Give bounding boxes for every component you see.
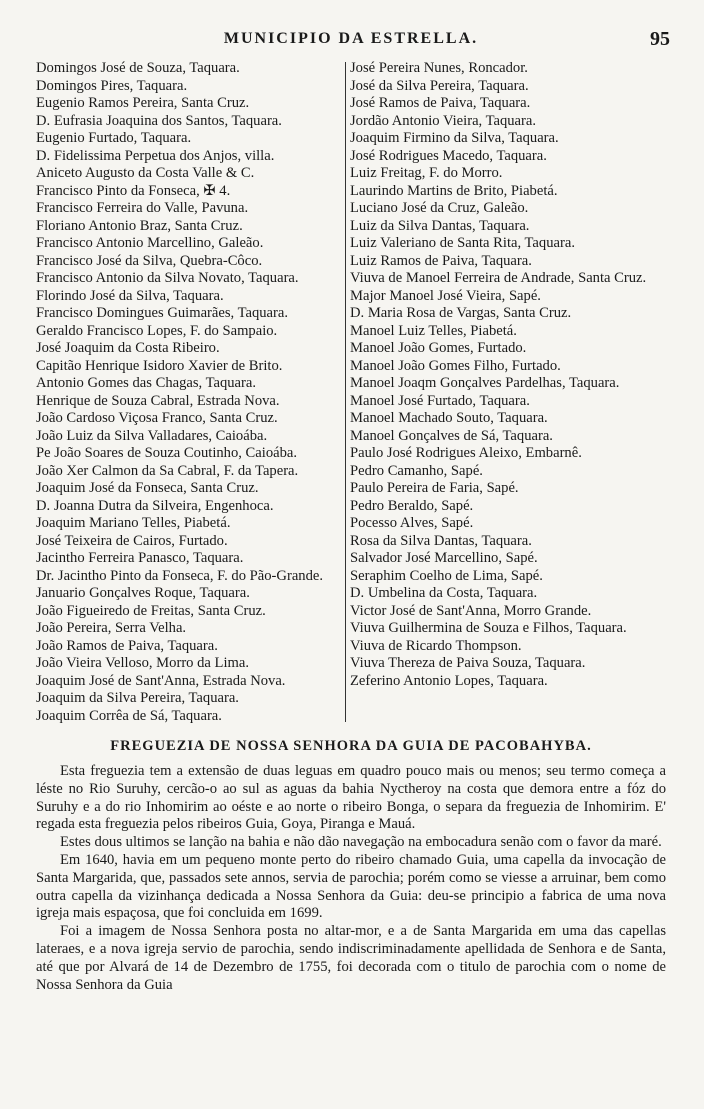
list-entry: Jacintho Ferreira Panasco, Taquara. (36, 550, 244, 566)
list-entry: Eugenio Furtado, Taquara. (36, 130, 192, 146)
list-entry: Florindo José da Silva, Taquara. (36, 287, 224, 304)
list-entry: D. Umbelina da Costa, Taquara. (350, 585, 538, 601)
paragraph: Foi a imagem de Nossa Senhora posta no altar-mor, e a de Santa Margarida em uma das capellas lateraes, e a nova igreja servio de parochia, sendo indiscriminadamente apellidada de Senhora e de Santa, até que por Alvará de 14 de Dezembro de 1755, foi decorada com o titulo de parochia com o nome de Nossa Senhora da Guia (36, 923, 666, 993)
list-entry: Manoel João Gomes Filho, Furtado. (350, 357, 561, 374)
list-entry: Francisco Antonio da Silva Novato, Taquara. (36, 270, 299, 286)
list-entry: Pocesso Alves, Sapé. (350, 515, 474, 531)
list-entry: D. Joanna Dutra da Silveira, Engenhoca. (36, 497, 274, 514)
list-entry: Viuva de Manoel Ferreira de Andrade, Santa Cruz. (350, 270, 647, 286)
list-entry: Victor José de Sant'Anna, Morro Grande. (350, 602, 592, 619)
list-entry: Viuva de Ricardo Thompson. (350, 637, 522, 654)
list-entry: Joaquim da Silva Pereira, Taquara. (36, 690, 239, 706)
list-entry: Manoel Gonçalves de Sá, Taquara. (350, 427, 553, 444)
list-entry: Francisco Antonio Marcellino, Galeão. (36, 235, 264, 251)
list-entry: Manoel José Furtado, Taquara. (350, 392, 530, 409)
list-entry: João Figueiredo de Freitas, Santa Cruz. (36, 602, 266, 619)
list-entry: Francisco Pinto da Fonseca, ✠ 4. (36, 182, 231, 199)
list-entry: Viuva Guilhermina de Souza e Filhos, Taquara. (350, 620, 627, 636)
section-body (36, 763, 666, 994)
list-entry: Henrique de Souza Cabral, Estrada Nova. (36, 392, 280, 409)
list-entry: Rosa da Silva Dantas, Taquara. (350, 532, 532, 549)
list-entry: Paulo Pereira de Faria, Sapé. (350, 480, 519, 496)
right-column (350, 60, 686, 690)
list-entry: Luciano José da Cruz, Galeão. (350, 200, 529, 216)
list-entry: José Joaquim da Costa Ribeiro. (36, 340, 220, 356)
list-entry: Manoel Joaqm Gonçalves Pardelhas, Taquara. (350, 375, 620, 391)
list-entry: Luiz Valeriano de Santa Rita, Taquara. (350, 235, 575, 251)
column-divider (345, 62, 346, 722)
list-entry: Major Manoel José Vieira, Sapé. (350, 287, 541, 304)
paragraph: Estes dous ultimos se lanção na bahia e não dão navegação na embocadura senão com o favor da maré. (60, 834, 662, 851)
list-entry: Floriano Antonio Braz, Santa Cruz. (36, 217, 243, 234)
list-entry: Dr. Jacintho Pinto da Fonseca, F. do Pão-Grande. (36, 567, 324, 584)
list-entry: Pe João Soares de Souza Coutinho, Caioába. (36, 445, 298, 461)
list-entry: D. Fidelissima Perpetua dos Anjos, villa. (36, 147, 275, 164)
list-entry: Luiz Ramos de Paiva, Taquara. (350, 252, 532, 269)
list-entry: Pedro Camanho, Sapé. (350, 462, 483, 479)
list-entry: Manoel Luiz Telles, Piabetá. (350, 322, 517, 339)
list-entry: João Ramos de Paiva, Taquara. (36, 637, 218, 654)
list-entry: Francisco Ferreira do Valle, Pavuna. (36, 200, 249, 216)
list-entry: Januario Gonçalves Roque, Taquara. (36, 585, 250, 601)
list-entry: Salvador José Marcellino, Sapé. (350, 550, 538, 566)
list-entry: Joaquim Firmino da Silva, Taquara. (350, 130, 559, 146)
list-entry: Eugenio Ramos Pereira, Santa Cruz. (36, 95, 250, 111)
page-header (36, 28, 670, 52)
paragraph: Em 1640, havia em um pequeno monte perto do ribeiro chamado Guia, uma capella da invocação de Santa Margarida, que, passados sete annos, servia de parochia; porém como se viesse a arruinar, bem como outra capella da vizinhança dedicada a Nossa Senhora da Guia: deu-se principio a fabrica de uma nova igreja mais espaçosa, que foi concluida em 1699. (36, 851, 666, 922)
list-entry: João Pereira, Serra Velha. (36, 620, 187, 636)
list-entry: Luiz da Silva Dantas, Taquara. (350, 217, 530, 234)
list-entry: Zeferino Antonio Lopes, Taquara. (350, 672, 548, 689)
list-entry: João Cardoso Viçosa Franco, Santa Cruz. (36, 410, 278, 426)
list-entry: José da Silva Pereira, Taquara. (350, 77, 529, 94)
list-entry: Pedro Beraldo, Sapé. (350, 497, 474, 514)
section-title: FREGUEZIA DE NOSSA SENHORA DA GUIA DE PACOBAHYBA. (110, 738, 592, 754)
list-entry: José Pereira Nunes, Roncador. (350, 60, 528, 76)
list-entry: Laurindo Martins de Brito, Piabetá. (350, 182, 558, 199)
list-entry: João Vieira Velloso, Morro da Lima. (36, 655, 249, 671)
list-entry: João Luiz da Silva Valladares, Caioába. (36, 427, 268, 444)
list-entry: Domingos Pires, Taquara. (36, 77, 188, 94)
list-entry: Paulo José Rodrigues Aleixo, Embarnê. (350, 445, 582, 461)
list-entry: Francisco Domingues Guimarães, Taquara. (36, 305, 288, 321)
list-entry: José Teixeira de Cairos, Furtado. (36, 532, 228, 549)
list-entry: Luiz Freitag, F. do Morro. (350, 165, 503, 181)
list-entry: José Ramos de Paiva, Taquara. (350, 95, 531, 111)
list-entry: Viuva Thereza de Paiva Souza, Taquara. (350, 655, 586, 671)
list-entry: Domingos José de Souza, Taquara. (36, 60, 240, 76)
page-number: 95 (650, 28, 670, 50)
list-entry: D. Eufrasia Joaquina dos Santos, Taquara. (36, 112, 282, 129)
list-entry: Francisco José da Silva, Quebra-Côco. (36, 252, 263, 269)
list-entry: João Xer Calmon da Sa Cabral, F. da Tapera. (36, 462, 299, 479)
list-entry: Manoel Machado Souto, Taquara. (350, 410, 548, 426)
list-entry: Joaquim José da Fonseca, Santa Cruz. (36, 480, 259, 496)
list-entry: Seraphim Coelho de Lima, Sapé. (350, 567, 543, 584)
paragraph: Esta freguezia tem a extensão de duas leguas em quadro pouco mais ou menos; seu termo começa a léste no Rio Suruhy, cercão-o ao sul as aguas da bahia Nyctheroy na costa que demora entre a fóz do Suruhy e a do rio Inhomirim ao oéste e ao norte o ribeiro Bonga, o separa da freguezia de Inhomirim. E' regada esta freguezia pelos ribeiros Guia, Goya, Piranga e Mauá. (36, 763, 666, 833)
list-entry: Joaquim José de Sant'Anna, Estrada Nova. (36, 672, 286, 689)
list-entry: Geraldo Francisco Lopes, F. do Sampaio. (36, 322, 278, 339)
list-entry: Aniceto Augusto da Costa Valle & C. (36, 165, 255, 181)
list-entry: Capitão Henrique Isidoro Xavier de Brito. (36, 357, 283, 374)
list-entry: Jordão Antonio Vieira, Taquara. (350, 112, 537, 129)
left-column (36, 60, 344, 725)
list-entry: Joaquim Mariano Telles, Piabetá. (36, 515, 231, 531)
header-title: MUNICIPIO DA ESTRELLA. (223, 30, 479, 47)
list-entry: Antonio Gomes das Chagas, Taquara. (36, 375, 257, 391)
list-entry: José Rodrigues Macedo, Taquara. (350, 147, 547, 164)
list-entry: Joaquim Corrêa de Sá, Taquara. (36, 707, 222, 724)
list-entry: Manoel João Gomes, Furtado. (350, 340, 527, 356)
list-entry: D. Maria Rosa de Vargas, Santa Cruz. (350, 305, 572, 321)
